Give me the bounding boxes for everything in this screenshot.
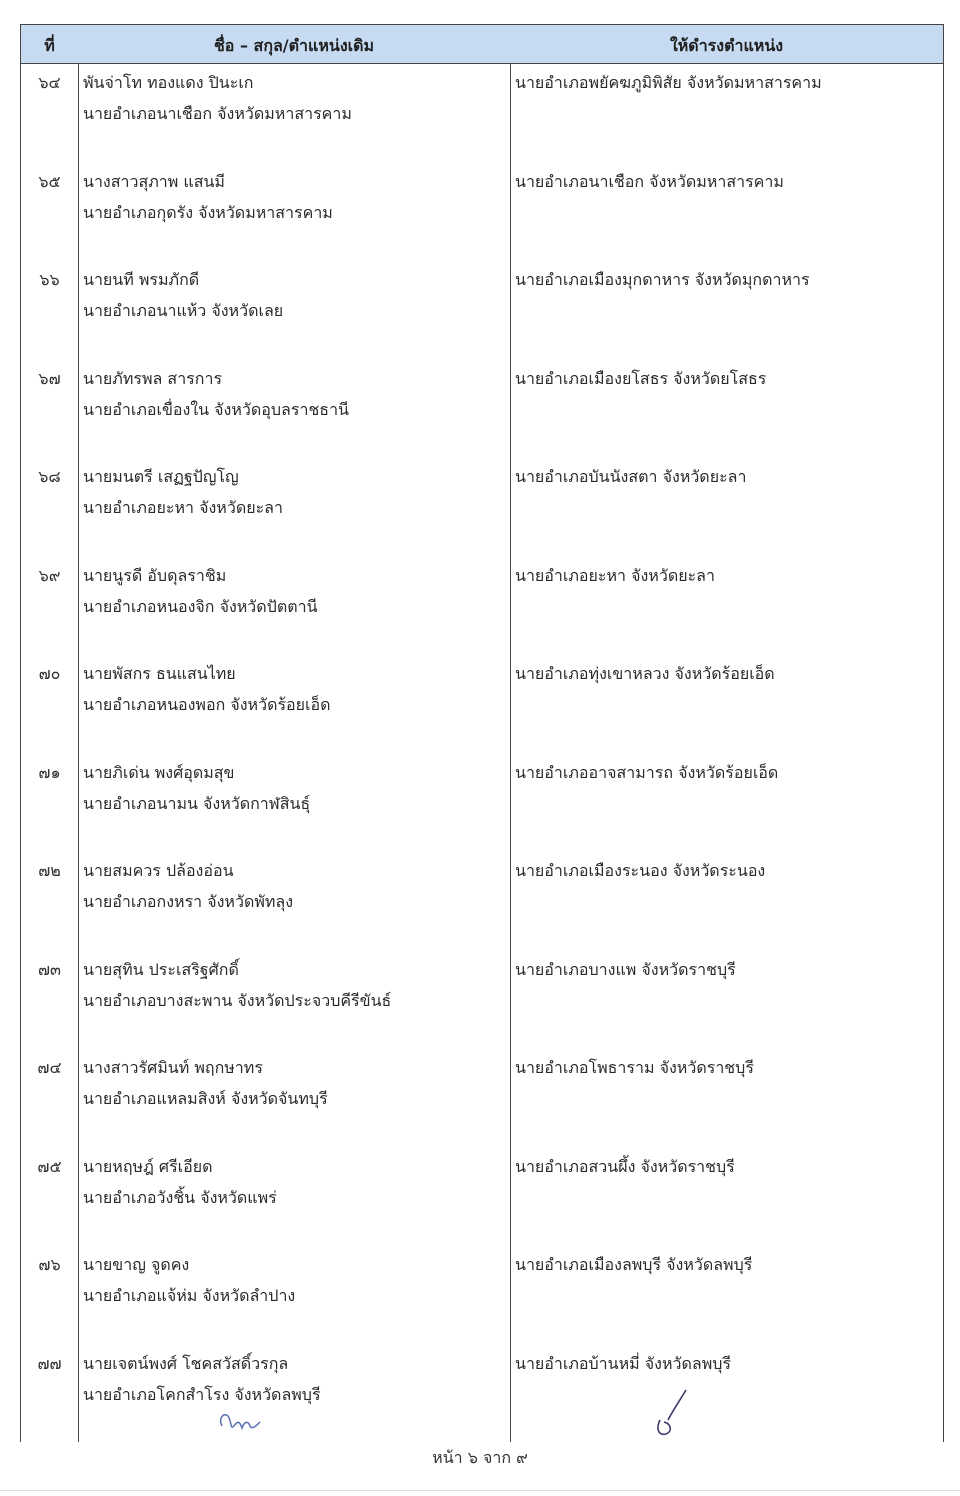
table-row bbox=[21, 163, 943, 262]
table-row bbox=[21, 1246, 943, 1345]
person-name: นายมนตรี เสฏฐปัญโญ bbox=[83, 467, 239, 486]
new-position: นายอำเภอบางแพ จังหวัดราชบุรี bbox=[515, 959, 736, 979]
initials-signature-right bbox=[650, 1386, 694, 1440]
header-name-old-position: ชื่อ – สกุล/ตำแหน่งเดิม bbox=[213, 36, 375, 55]
appointment-table bbox=[20, 24, 944, 1442]
person-name: นายขาญ จูดคง bbox=[83, 1255, 190, 1274]
page-number: หน้า ๖ จาก ๙ bbox=[432, 1448, 528, 1467]
person-name: นายภิเด่น พงศ์อุดมสุข bbox=[83, 762, 235, 782]
new-position: นายอำเภอบันนังสตา จังหวัดยะลา bbox=[515, 467, 747, 486]
page-bottom-edge bbox=[0, 1490, 960, 1491]
row-number: ๖๖ bbox=[39, 270, 60, 289]
person-name: นายภัทรพล สารการ bbox=[83, 368, 223, 388]
row-number: ๗๔ bbox=[37, 1058, 62, 1077]
old-position: นายอำเภอโคกสำโรง จังหวัดลพบุรี bbox=[83, 1384, 321, 1404]
person-name: นายหฤษฎ์ ศรีเอียด bbox=[83, 1156, 213, 1176]
table-row bbox=[21, 360, 943, 459]
table-header bbox=[21, 25, 943, 64]
row-number: ๖๔ bbox=[38, 73, 61, 92]
row-number: ๗๖ bbox=[38, 1255, 61, 1274]
table-row bbox=[21, 458, 943, 557]
old-position: นายอำเภอยะหา จังหวัดยะลา bbox=[83, 498, 283, 517]
new-position: นายอำเภอเมืองระนอง จังหวัดระนอง bbox=[515, 861, 766, 880]
table-row bbox=[21, 655, 943, 754]
person-name: นายพัสกร ธนแสนไทย bbox=[83, 664, 236, 683]
old-position: นายอำเภอหนองจิก จังหวัดปัตตานี bbox=[83, 596, 318, 616]
new-position: นายอำเภอทุ่งเขาหลวง จังหวัดร้อยเอ็ด bbox=[515, 664, 775, 683]
row-number: ๖๘ bbox=[38, 467, 61, 486]
new-position: นายอำเภอเมืองลพบุรี จังหวัดลพบุรี bbox=[515, 1255, 753, 1274]
old-position: นายอำเภอนาเชือก จังหวัดมหาสารคาม bbox=[83, 104, 352, 123]
old-position: นายอำเภอบางสะพาน จังหวัดประจวบคีรีขันธ์ bbox=[83, 990, 392, 1010]
row-number: ๗๓ bbox=[38, 959, 61, 979]
row-number: ๖๙ bbox=[38, 565, 61, 585]
old-position: นายอำเภอกุดรัง จังหวัดมหาสารคาม bbox=[83, 202, 333, 222]
new-position: นายอำเภอเมืองยโสธร จังหวัดยโสธร bbox=[515, 368, 767, 388]
person-name: นางสาวสุภาพ แสนมี bbox=[83, 171, 225, 191]
old-position: นายอำเภอนามน จังหวัดกาฬสินธุ์ bbox=[83, 793, 311, 813]
new-position: นายอำเภอยะหา จังหวัดยะลา bbox=[515, 565, 715, 585]
person-name: นายนูรดี อับดุลราชิม bbox=[83, 565, 227, 585]
person-name: นายนที พรมภักดี bbox=[83, 270, 200, 289]
person-name: นายสมควร ปล้องอ่อน bbox=[83, 861, 234, 880]
old-position: นายอำเภอหนองพอก จังหวัดร้อยเอ็ด bbox=[83, 695, 331, 714]
new-position: นายอำเภอบ้านหมี่ จังหวัดลพบุรี bbox=[515, 1353, 731, 1373]
row-number: ๗๑ bbox=[38, 762, 61, 782]
row-number: ๖๕ bbox=[38, 171, 61, 191]
table-row bbox=[21, 1345, 943, 1444]
person-name: นายเจตน์พงศ์ โชคสวัสดิ์วรกุล bbox=[83, 1353, 289, 1373]
table-row bbox=[21, 951, 943, 1050]
header-number: ที่ bbox=[44, 36, 55, 55]
table-row bbox=[21, 64, 943, 163]
row-number: ๗๐ bbox=[38, 664, 61, 683]
new-position: นายอำเภอนาเชือก จังหวัดมหาสารคาม bbox=[515, 171, 784, 191]
table-row bbox=[21, 1148, 943, 1247]
row-number: ๗๗ bbox=[37, 1353, 62, 1373]
old-position: นายอำเภอนาแห้ว จังหวัดเลย bbox=[83, 301, 284, 320]
new-position: นายอำเภอพยัคฆภูมิพิสัย จังหวัดมหาสารคาม bbox=[515, 73, 822, 92]
initials-signature-left bbox=[214, 1404, 266, 1438]
new-position: นายอำเภอเมืองมุกดาหาร จังหวัดมุกดาหาร bbox=[515, 270, 810, 289]
row-number: ๖๗ bbox=[38, 368, 61, 388]
row-number: ๗๕ bbox=[37, 1156, 62, 1176]
table-row bbox=[21, 754, 943, 853]
table-row bbox=[21, 852, 943, 951]
old-position: นายอำเภอเขื่องใน จังหวัดอุบลราชธานี bbox=[83, 399, 349, 419]
new-position: นายอำเภอโพธาราม จังหวัดราชบุรี bbox=[515, 1058, 754, 1077]
header-new-position: ให้ดำรงตำแหน่ง bbox=[669, 36, 784, 55]
new-position: นายอำเภออาจสามารถ จังหวัดร้อยเอ็ด bbox=[515, 762, 779, 782]
table-row bbox=[21, 557, 943, 656]
person-name: พันจ่าโท ทองแดง ปินะเก bbox=[83, 73, 254, 92]
table-body bbox=[21, 64, 943, 1443]
new-position: นายอำเภอสวนผึ้ง จังหวัดราชบุรี bbox=[515, 1156, 735, 1176]
old-position: นายอำเภอวังชิ้น จังหวัดแพร่ bbox=[83, 1187, 277, 1207]
row-number: ๗๒ bbox=[38, 861, 61, 880]
person-name: นางสาวรัศมินท์ พฤกษาทร bbox=[83, 1058, 263, 1077]
old-position: นายอำเภอกงหรา จังหวัดพัทลุง bbox=[83, 892, 294, 911]
person-name: นายสุทิน ประเสริฐศักดิ์ bbox=[83, 959, 239, 979]
table-row bbox=[21, 261, 943, 360]
old-position: นายอำเภอแจ้ห่ม จังหวัดลำปาง bbox=[83, 1286, 296, 1305]
old-position: นายอำเภอแหลมสิงห์ จังหวัดจันทบุรี bbox=[83, 1089, 328, 1108]
table-row bbox=[21, 1049, 943, 1148]
